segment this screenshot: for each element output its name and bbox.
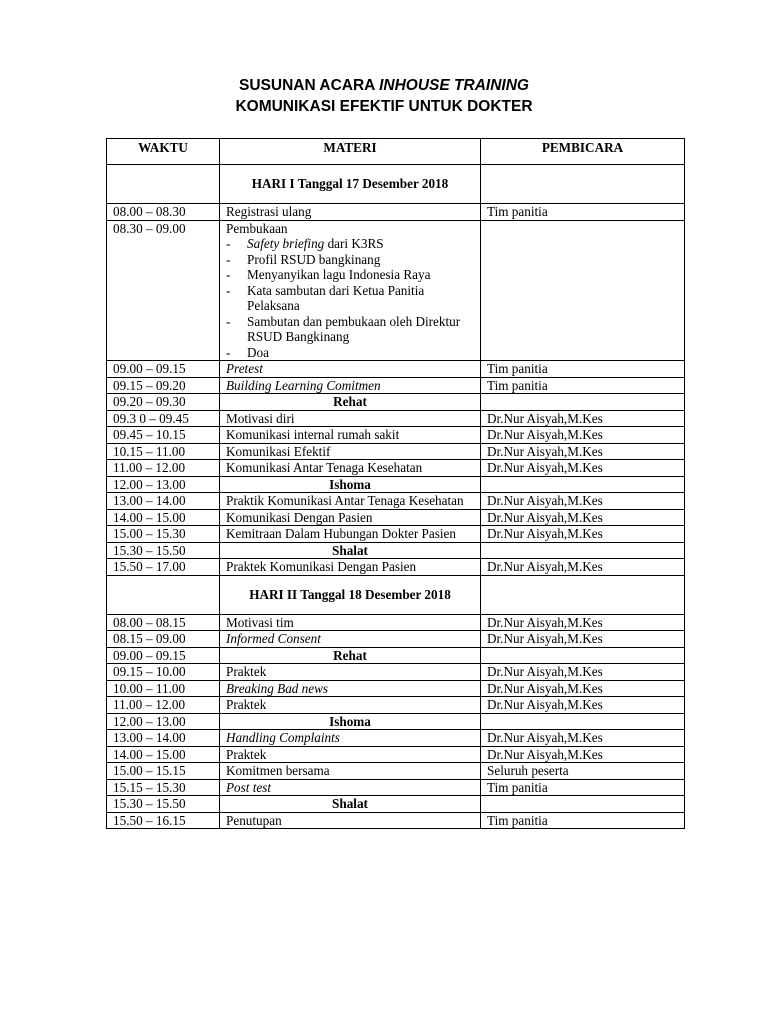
time-cell: 11.00 – 12.00 [107,460,220,477]
time-cell: 09.00 – 09.15 [107,647,220,664]
opening-item [226,345,474,361]
time-cell: 08.15 – 09.00 [107,631,220,648]
table-row [107,526,685,543]
pembicara-cell [481,542,685,559]
table-row [107,361,685,378]
opening-item-text: dari K3RS [324,236,384,251]
time-cell: 09.15 – 09.20 [107,377,220,394]
time-cell: 15.00 – 15.30 [107,526,220,543]
materi-cell: Komunikasi Antar Tenaga Kesehatan [220,460,481,477]
time-cell: 13.00 – 14.00 [107,493,220,510]
time-cell: 08.00 – 08.30 [107,204,220,221]
day1-header-row [107,165,685,204]
time-cell: 14.00 – 15.00 [107,509,220,526]
pembicara-cell: Dr.Nur Aisyah,M.Kes [481,427,685,444]
day2-empty-cell [107,575,220,614]
pembicara-cell: Dr.Nur Aisyah,M.Kes [481,680,685,697]
materi-cell: Penutupan [220,812,481,829]
time-cell: 09.45 – 10.15 [107,427,220,444]
pembicara-cell: Seluruh peserta [481,763,685,780]
pembicara-cell: Dr.Nur Aisyah,M.Kes [481,509,685,526]
header-row [107,139,685,165]
time-cell: 09.15 – 10.00 [107,664,220,681]
day2-label: HARI II Tanggal 18 Desember 2018 [220,575,481,614]
opening-title: Pembukaan [226,220,288,236]
table-row [107,779,685,796]
document-title-line2: KOMUNIKASI EFEKTIF UNTUK DOKTER [235,98,533,115]
pembicara-cell: Dr.Nur Aisyah,M.Kes [481,443,685,460]
title-italic: INHOUSE TRAINING [379,77,529,94]
time-cell: 15.50 – 17.00 [107,559,220,576]
pembicara-cell [481,476,685,493]
materi-cell: Komunikasi Dengan Pasien [220,509,481,526]
materi-cell: Praktek [220,664,481,681]
pembicara-cell [481,796,685,813]
opening-items [226,236,474,360]
materi-cell: Praktek Komunikasi Dengan Pasien [220,559,481,576]
pembicara-cell: Dr.Nur Aisyah,M.Kes [481,664,685,681]
pembicara-cell: Tim panitia [481,377,685,394]
schedule-table [106,138,685,829]
table-row [107,614,685,631]
day1-empty-cell [481,165,685,204]
table-row [107,664,685,681]
table-row [107,746,685,763]
pembicara-cell: Tim panitia [481,361,685,378]
table-row [107,509,685,526]
pembicara-cell: Tim panitia [481,204,685,221]
time-cell: 15.15 – 15.30 [107,779,220,796]
pembicara-cell: Dr.Nur Aisyah,M.Kes [481,730,685,747]
opening-item-text: Doa [247,344,269,360]
header-pembicara: PEMBICARA [481,139,685,165]
time-cell: 09.20 – 09.30 [107,394,220,411]
opening-item-text: Sambutan dan pembukaan oleh Direktur RSUD Bangkinang [247,313,461,344]
day1-empty-cell [107,165,220,204]
materi-cell: Praktek [220,697,481,714]
materi-cell: Post test [220,779,481,796]
pembicara-cell [481,220,685,361]
materi-cell: Shalat [220,542,481,559]
materi-cell: Motivasi diri [220,410,481,427]
time-cell: 10.00 – 11.00 [107,680,220,697]
materi-cell: Ishoma [220,476,481,493]
materi-cell: Shalat [220,796,481,813]
day2-empty-cell [481,575,685,614]
materi-cell [220,220,481,361]
table-row [107,427,685,444]
opening-item-text: Menyanyikan lagu Indonesia Raya [247,267,431,282]
time-cell: 14.00 – 15.00 [107,746,220,763]
table-row [107,493,685,510]
time-cell: 15.30 – 15.50 [107,542,220,559]
table-row [107,394,685,411]
opening-item-italic: Safety briefing [247,236,325,251]
opening-item [226,267,474,283]
materi-cell: Rehat [220,647,481,664]
materi-cell: Rehat [220,394,481,411]
time-cell: 13.00 – 14.00 [107,730,220,747]
table-row [107,763,685,780]
pembicara-cell: Tim panitia [481,779,685,796]
table-row [107,204,685,221]
table-row [107,647,685,664]
table-row [107,559,685,576]
table-row [107,377,685,394]
time-cell: 09.3 0 – 09.45 [107,410,220,427]
table-row [107,812,685,829]
time-cell: 15.30 – 15.50 [107,796,220,813]
time-cell: 10.15 – 11.00 [107,443,220,460]
table-row [107,460,685,477]
opening-item-text: Kata sambutan dari Ketua Panitia Pelaksana [247,282,425,313]
materi-cell: Praktik Komunikasi Antar Tenaga Kesehatan [220,493,481,510]
opening-item [226,236,474,252]
materi-cell: Registrasi ulang [220,204,481,221]
table-row [107,631,685,648]
document-title-line1 [0,77,768,95]
opening-item [226,314,474,345]
pembicara-cell [481,713,685,730]
materi-cell: Komitmen bersama [220,763,481,780]
materi-cell: Praktek [220,746,481,763]
materi-cell: Pretest [220,361,481,378]
schedule-body [107,165,685,829]
materi-cell: Kemitraan Dalam Hubungan Dokter Pasien [220,526,481,543]
pembicara-cell: Dr.Nur Aisyah,M.Kes [481,697,685,714]
pembicara-cell [481,647,685,664]
materi-cell: Building Learning Comitmen [220,377,481,394]
pembicara-cell: Dr.Nur Aisyah,M.Kes [481,614,685,631]
pembicara-cell [481,394,685,411]
table-row [107,680,685,697]
title-prefix: SUSUNAN ACARA [239,77,380,94]
time-cell: 12.00 – 13.00 [107,476,220,493]
pembicara-cell: Dr.Nur Aisyah,M.Kes [481,526,685,543]
time-cell: 08.30 – 09.00 [107,220,220,361]
table-row [107,476,685,493]
time-cell: 09.00 – 09.15 [107,361,220,378]
time-cell: 11.00 – 12.00 [107,697,220,714]
table-row [107,443,685,460]
pembicara-cell: Dr.Nur Aisyah,M.Kes [481,460,685,477]
materi-cell: Komunikasi Efektif [220,443,481,460]
table-row [107,796,685,813]
time-cell: 08.00 – 08.15 [107,614,220,631]
time-cell: 15.00 – 15.15 [107,763,220,780]
opening-item-text: Profil RSUD bangkinang [247,251,381,267]
time-cell: 12.00 – 13.00 [107,713,220,730]
opening-item [226,252,474,268]
table-row [107,697,685,714]
pembicara-cell: Dr.Nur Aisyah,M.Kes [481,631,685,648]
time-cell: 15.50 – 16.15 [107,812,220,829]
table-row [107,713,685,730]
pembicara-cell: Dr.Nur Aisyah,M.Kes [481,410,685,427]
materi-cell: Handling Complaints [220,730,481,747]
opening-row [107,220,685,361]
opening-item [226,283,474,314]
header-materi: MATERI [220,139,481,165]
day2-header-row [107,575,685,614]
materi-cell: Komunikasi internal rumah sakit [220,427,481,444]
pembicara-cell: Dr.Nur Aisyah,M.Kes [481,746,685,763]
pembicara-cell: Dr.Nur Aisyah,M.Kes [481,493,685,510]
materi-cell: Breaking Bad news [220,680,481,697]
materi-cell: Informed Consent [220,631,481,648]
materi-cell: Ishoma [220,713,481,730]
pembicara-cell: Tim panitia [481,812,685,829]
materi-cell: Motivasi tim [220,614,481,631]
day1-label: HARI I Tanggal 17 Desember 2018 [220,165,481,204]
table-row [107,730,685,747]
table-row [107,542,685,559]
table-row [107,410,685,427]
pembicara-cell: Dr.Nur Aisyah,M.Kes [481,559,685,576]
header-waktu: WAKTU [107,139,220,165]
